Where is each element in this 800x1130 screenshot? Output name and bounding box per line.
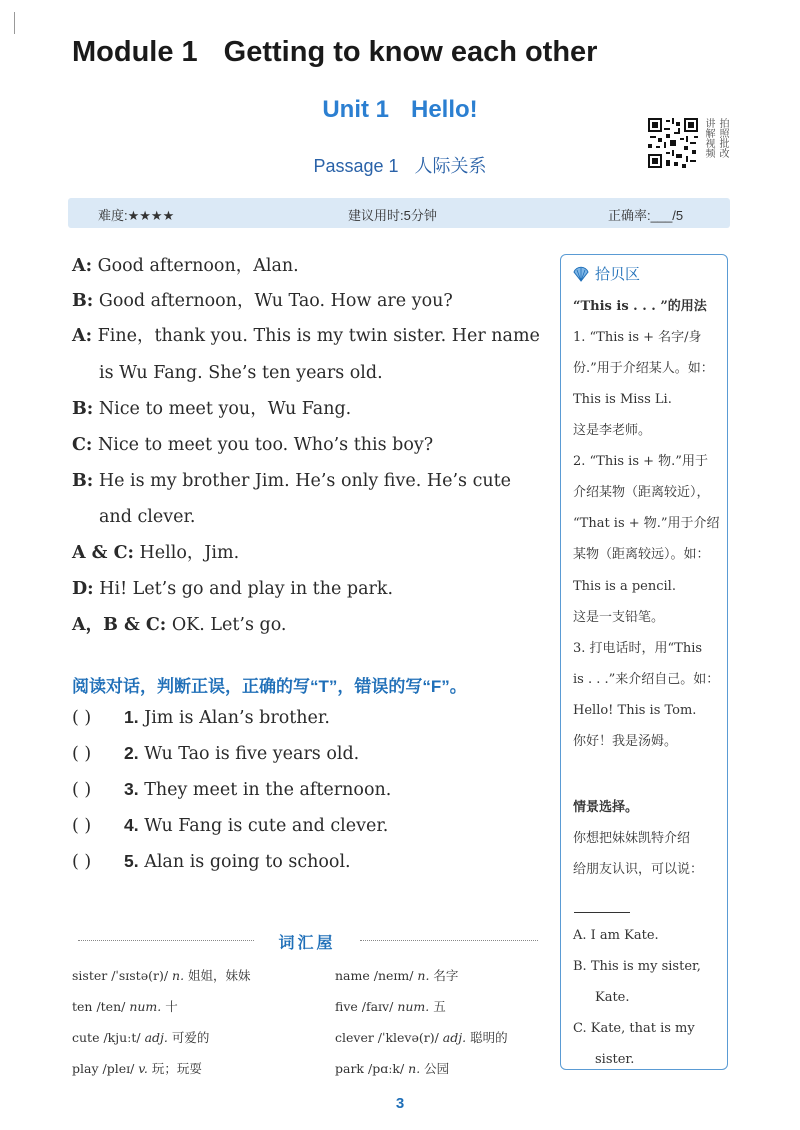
vocab-title: 词汇屋 <box>278 935 336 952</box>
page-number: 3 <box>395 1095 405 1112</box>
divider <box>360 940 538 941</box>
answer-blank[interactable]: ( ) <box>72 852 92 872</box>
vocab-item: name /neɪm/ n. 名字 <box>335 968 459 983</box>
sidebar-line: This is a pencil. <box>573 579 676 594</box>
sidebar-line: 你想把妹妹凯特介绍 <box>573 830 691 845</box>
answer-blank[interactable]: ( ) <box>72 780 92 800</box>
qr-label: 讲解视频 拍照批改 <box>703 118 728 158</box>
dialogue-line: B: Nice to meet you，Wu Fang. <box>72 399 352 419</box>
answer-line[interactable] <box>574 912 630 913</box>
sidebar-section-title: 情景选择。 <box>573 799 639 814</box>
shell-icon <box>572 266 590 282</box>
sidebar-line: 某物（距离较远）。如： <box>573 547 710 562</box>
vocab-item: five /faɪv/ num. 五 <box>335 999 446 1014</box>
option-item-continued: sister. <box>595 1052 635 1067</box>
exercise-instruction: 阅读对话，判断正误，正确的写“T”，错误的写“F”。 <box>72 677 467 696</box>
sidebar-line: is . . .”来介绍自己。如： <box>573 672 720 687</box>
answer-blank[interactable]: ( ) <box>72 744 92 764</box>
sidebar-line: 介绍某物（距离较近）， <box>573 485 710 500</box>
dialogue-line: B: He is my brother Jim. He’s only five. He’s cute <box>72 471 512 491</box>
dialogue-line: C: Nice to meet you too. Who’s this boy? <box>72 435 434 455</box>
question-item: ( ) 3. They meet in the afternoon. <box>72 779 392 800</box>
unit-title: Unit 1 Hello! <box>322 96 478 123</box>
answer-blank[interactable]: ( ) <box>72 708 92 728</box>
accuracy-field: 正确率:___/5 <box>608 208 684 223</box>
answer-blank[interactable]: ( ) <box>72 816 92 836</box>
dialogue-line: A，B & C: OK. Let’s go. <box>72 615 287 635</box>
sidebar-line: “That is + 物.”用于介绍 <box>573 516 720 531</box>
vocab-item: cute /kjuːt/ adj. 可爱的 <box>72 1030 210 1045</box>
sidebar-header: 拾贝区 <box>572 263 640 284</box>
dialogue-line: A & C: Hello，Jim. <box>72 543 240 563</box>
sidebar-line: Hello! This is Tom. <box>573 703 697 718</box>
passage-title: Passage 1 人际关系 <box>313 156 487 176</box>
dialogue-line-continued: and clever. <box>99 507 196 527</box>
sidebar-line: 3. 打电话时，用“This <box>573 641 703 656</box>
vocab-item: ten /ten/ num. 十 <box>72 999 178 1014</box>
option-item: A. I am Kate. <box>573 928 659 943</box>
question-item: ( ) 5. Alan is going to school. <box>72 851 351 872</box>
sidebar-line: This is Miss Li. <box>573 392 672 407</box>
margin-rule <box>14 12 15 34</box>
qr-code-icon[interactable] <box>648 118 698 168</box>
option-item: B. This is my sister, <box>573 959 701 974</box>
question-item: ( ) 2. Wu Tao is five years old. <box>72 743 360 764</box>
sidebar-line: 给朋友认识，可以说： <box>573 861 704 876</box>
vocab-item: clever /ˈklevə(r)/ adj. 聪明的 <box>335 1030 508 1045</box>
sidebar-line: “This is . . . ”的用法 <box>573 299 707 314</box>
question-item: ( ) 4. Wu Fang is cute and clever. <box>72 815 389 836</box>
vocab-item: play /pleɪ/ v. 玩；玩耍 <box>72 1061 202 1076</box>
dialogue-line: B: Good afternoon，Wu Tao. How are you? <box>72 291 453 311</box>
vocab-item: park /pɑːk/ n. 公园 <box>335 1061 450 1076</box>
dialogue-line: D: Hi! Let’s go and play in the park. <box>72 579 394 599</box>
dialogue-line-continued: is Wu Fang. She’s ten years old. <box>99 363 383 383</box>
dialogue-line: A: Good afternoon，Alan. <box>72 256 299 276</box>
sidebar-line: 你好！我是汤姆。 <box>573 734 678 749</box>
info-bar <box>68 198 730 228</box>
vocab-header <box>72 930 542 952</box>
module-title: Module 1 Getting to know each other <box>72 36 598 68</box>
sidebar-line: 份.”用于介绍某人。如： <box>573 361 714 376</box>
sidebar-line: 这是一支铅笔。 <box>573 610 665 625</box>
option-item: C. Kate, that is my <box>573 1021 695 1036</box>
question-item: ( ) 1. Jim is Alan’s brother. <box>72 707 330 728</box>
dialogue-line: A: Fine，thank you. This is my twin sister. Her name <box>72 326 540 346</box>
vocab-item: sister /ˈsɪstə(r)/ n. 姐姐，妹妹 <box>72 968 251 983</box>
sidebar-line: 这是李老师。 <box>573 423 652 438</box>
option-item-continued: Kate. <box>595 990 630 1005</box>
difficulty-rating: 难度:★★★★ <box>98 208 175 223</box>
sidebar-line: 2. “This is + 物.”用于 <box>573 454 708 469</box>
sidebar-line: 1. “This is + 名字/身 <box>573 330 702 345</box>
suggested-time: 建议用时:5分钟 <box>348 208 437 223</box>
